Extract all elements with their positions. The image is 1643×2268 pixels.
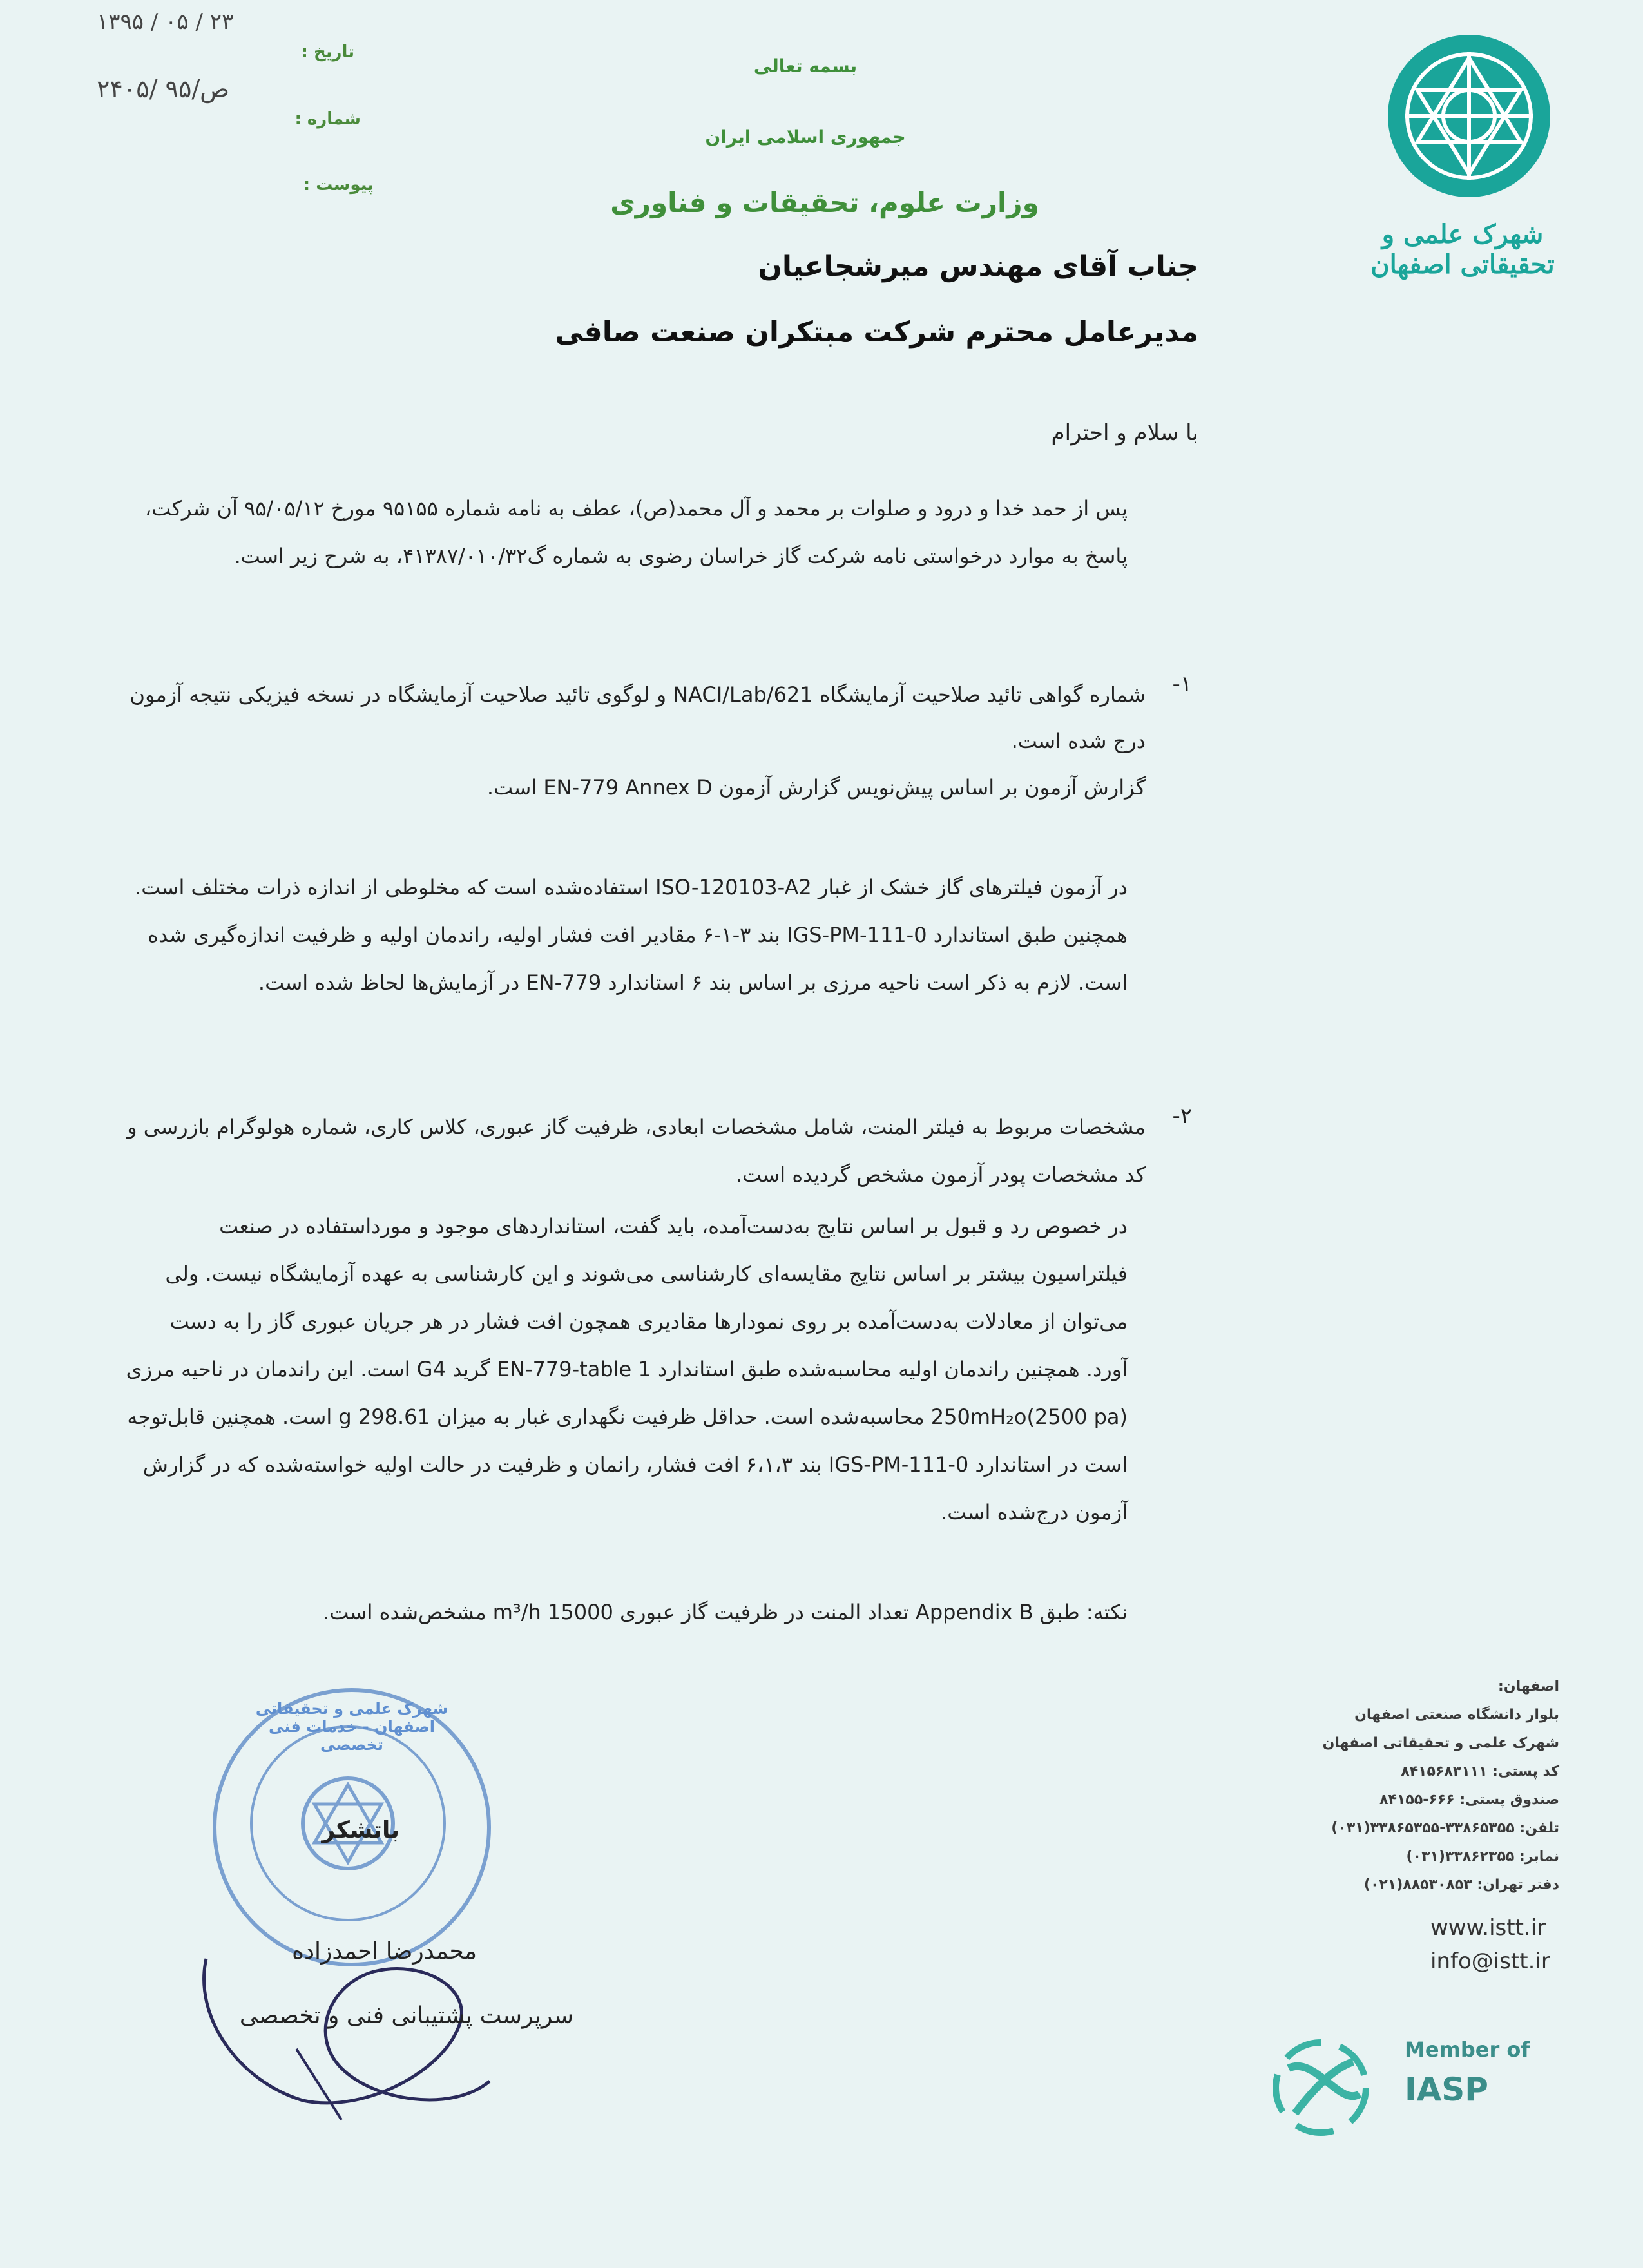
item-1-number: ۱- [1172,671,1192,697]
signer-name: محمدرضا احمدزاده [292,1938,477,1965]
email-link[interactable]: info@istt.ir [1430,1948,1550,1974]
istt-logo [1340,26,1598,296]
list-item-2 [122,1103,1192,1198]
item-2-number: ۲- [1172,1103,1192,1129]
contact-tehran: دفتر تهران: ۸۸۵۳۰۸۵۳(۰۲۱) [1363,1877,1559,1893]
ministry-name: وزارت علوم، تحقیقات و فناوری [610,187,1039,218]
stamp-text: شهرک علمی و تحقیقاتی اصفهان - خدمات فنی تخصصی [255,1700,448,1754]
intro-paragraph: پس از حمد خدا و درود و صلوات بر محمد و آل محمد(ص)، عطف به نامه شماره ۹۵۱۵۵ مورخ ۹۵/۰۵/۱۲ آن شرکت، پاسخ به موارد درخواستی نامه شرکت گاز خراسان رضوی به شماره گ۴۱۳۸۷/۰۱۰/۳۲، به شرح زیر است. [144,496,1128,568]
contact-postal: کد پستی: ۸۴۱۵۶۸۳۱۱۱ [1401,1763,1559,1780]
website-link[interactable]: www.istt.ir [1430,1915,1546,1941]
basmala: بسمه تعالی [753,55,858,77]
contact-phone: تلفن: ۳۳۸۶۵۳۵۵-۳۳۸۶۵۳۵۵(۰۳۱) [1331,1820,1559,1836]
contact-fax: نمابر: ۳۳۸۶۲۳۵۵(۰۳۱) [1406,1849,1559,1865]
number-label: شماره : [294,110,361,129]
item-1-text-b: گزارش آزمون بر اساس پیش‌نویس گزارش آزمون EN-779 Annex D است. [486,775,1146,800]
greeting: با سلام و احترام [1051,420,1198,446]
country-name: جمهوری اسلامی ایران [705,126,906,148]
contact-address-1: بلوار دانشگاه صنعتی اصفهان [1354,1707,1559,1723]
addressee-line-1: جناب آقای مهندس میرشجاعیان [758,250,1198,283]
attachment-label: پیوست : [303,175,374,195]
item-2-text-a: مشخصات مربوط به فیلتر المنت، شامل مشخصات ابعادی، ظرفیت گاز عبوری، کلاس کاری، شماره هولوگرام بازرسی و کد مشخصات پودر آزمون مشخص گردیده است. [127,1115,1146,1187]
list-item-1 [122,671,1192,811]
contact-block [1314,1673,1559,1899]
contact-pobox: صندوق پستی: ۶۶۶-۸۴۱۵۵ [1379,1792,1559,1808]
date-value: ۱۳۹۵ / ۰۵ / ۲۳ [97,9,234,35]
istt-emblem-icon [1340,26,1598,219]
item-1-text-c: در آزمون فیلترهای گاز خشک از غبار ISO-120103-A2 استفاده‌شده است که مخلوطی از اندازه ذرات مختلف است. همچنین طبق استاندارد IGS-PM-111-0 بند ۳-۱-۶ مقادیر افت فشار اولیه، راندمان اولیه و ظرفیت اندازه‌گیری شده است. لازم به ذکر است ناحیه مرزی بر اساس بند ۶ استاندارد EN-779 در آزمایش‌ها لحاظ شده است. [135,875,1128,995]
number-value: ۲۴۰۵/ ص/۹۵ [97,75,230,103]
addressee-line-2: مدیرعامل محترم شرکت مبتکران صنعت صافی [555,316,1198,349]
iasp-membership [1263,2030,1585,2146]
item-1-text-a: شماره گواهی تائید صلاحیت آزمایشگاه NACI/Lab/621 و لوگوی تائید صلاحیت آزمایشگاه در نسخه فیزیکی نتیجه آزمون درج شده است. [130,682,1146,753]
contact-address-2: شهرک علمی و تحقیقاتی اصفهان [1322,1735,1559,1751]
signer-title: سرپرست پشتیبانی فنی و تخصصی [239,2003,573,2029]
thanks-text: باتشکر [322,1817,399,1843]
contact-city: اصفهان: [1498,1678,1559,1695]
iasp-org-name: IASP [1405,2071,1488,2108]
note-paragraph: نکته: طبق Appendix B تعداد المنت در ظرفیت گاز عبوری 15000 m³/h مشخص‌شده است. [323,1600,1128,1624]
iasp-logo-icon [1263,2030,1379,2146]
logo-caption: شهرک علمی و تحقیقاتی اصفهان [1370,219,1555,280]
date-label: تاریخ : [301,43,354,62]
member-of-label: Member of [1405,2037,1530,2062]
item-2-text-b: در خصوص رد و قبول بر اساس نتایج به‌دست‌آمده، باید گفت، استانداردهای موجود و مورداستفاده در صنعت فیلتراسیون بیشتر بر اساس نتایج مقایسه‌ای کارشناسی می‌شوند و این کارشناسی به عهده آزمایشگاه نیست. ولی می‌توان از معادلات به‌دست‌آمده بر روی نمودارها مقادیری همچون افت فشار در هر جریان عبوری گاز را به دست آورد. همچنین راندمان اولیه محاسبه‌شده طبق استاندارد EN-779-table 1 گرید G4 است. این راندمان در ناحیه مرزی 250mH₂o(2500 pa) محاسبه‌شده است. حداقل ظرفیت نگهداری غبار به میزان 298.61 g است. همچنین قابل‌توجه است در استاندارد IGS-PM-111-0 بند ۶،۱،۳ افت فشار، رانمان و ظرفیت در حالت اولیه خواسته‌شده که در گزارش آزمون درج‌شده است. [126,1214,1128,1524]
